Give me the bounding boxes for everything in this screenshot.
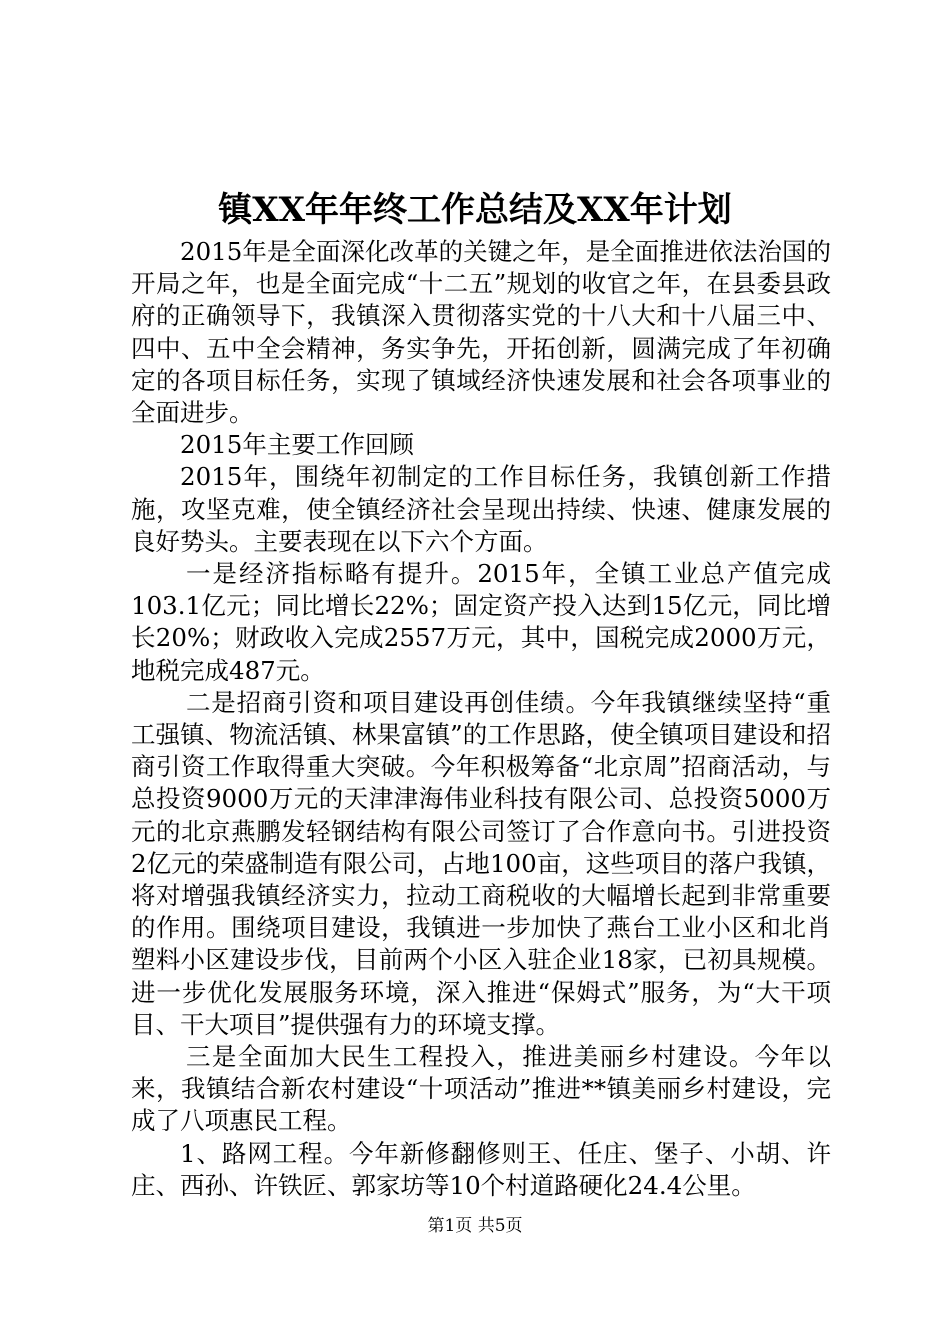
document-title: 镇XX年年终工作总结及XX年计划 — [218, 190, 732, 230]
paragraph-item-1: 1、路网工程。今年新修翻修则王、任庄、堡子、小胡、许庄、西孙、许铁匠、郭家坊等10个村道路硬化24.4公里。 — [131, 1138, 831, 1200]
paragraph-point-1: 一是经济指标略有提升。2015年，全镇工业总产值完成103.1亿元；同比增长22%；固定资产投入达到15亿元，同比增长20%；财政收入完成2557万元，其中，国税完成2000万元，地税完成487元。 — [131, 559, 831, 685]
paragraph-intro: 2015年是全面深化改革的关键之年，是全面推进依法治国的开局之年，也是全面完成“十二五”规划的收官之年，在县委县政府的正确领导下，我镇深入贯彻落实党的十八大和十八届三中、四中、五中全会精神，务实争先，开拓创新，圆满完成了年初确定的各项目标任务，实现了镇域经济快速发展和社会各项事业的全面进步。 — [131, 237, 831, 428]
paragraph-point-3: 三是全面加大民生工程投入，推进美丽乡村建设。今年以来，我镇结合新农村建设“十项活动”推进**镇美丽乡村建设，完成了八项惠民工程。 — [131, 1042, 831, 1136]
paragraph-point-2: 二是招商引资和项目建设再创佳绩。今年我镇继续坚持“重工强镇、物流活镇、林果富镇”的工作思路，使全镇项目建设和招商引资工作取得重大突破。今年积极筹备“北京周”招商活动，与总投资9000万元的天津津海伟业科技有限公司、总投资5000万元的北京燕鹏发轻钢结构有限公司签订了合作意向书。引进投资2亿元的荣盛制造有限公司，占地100亩，这些项目的落户我镇，将对增强我镇经济实力，拉动工商税收的大幅增长起到非常重要的作用。围绕项目建设，我镇进一步加快了燕台工业小区和北肖塑料小区建设步伐，目前两个小区入驻企业18家，已初具规模。进一步优化发展服务环境，深入推进“保姆式”服务，为“大干项目、干大项目”提供强有力的环境支撑。 — [131, 687, 831, 1039]
page-footer: 第1页 共5页 — [427, 1216, 523, 1236]
section-heading: 2015年主要工作回顾 — [180, 430, 414, 460]
document-body — [131, 236, 831, 1202]
paragraph-overview: 2015年，围绕年初制定的工作目标任务，我镇创新工作措施，攻坚克难，使全镇经济社会呈现出持续、快速、健康发展的良好势头。主要表现在以下六个方面。 — [131, 462, 831, 556]
